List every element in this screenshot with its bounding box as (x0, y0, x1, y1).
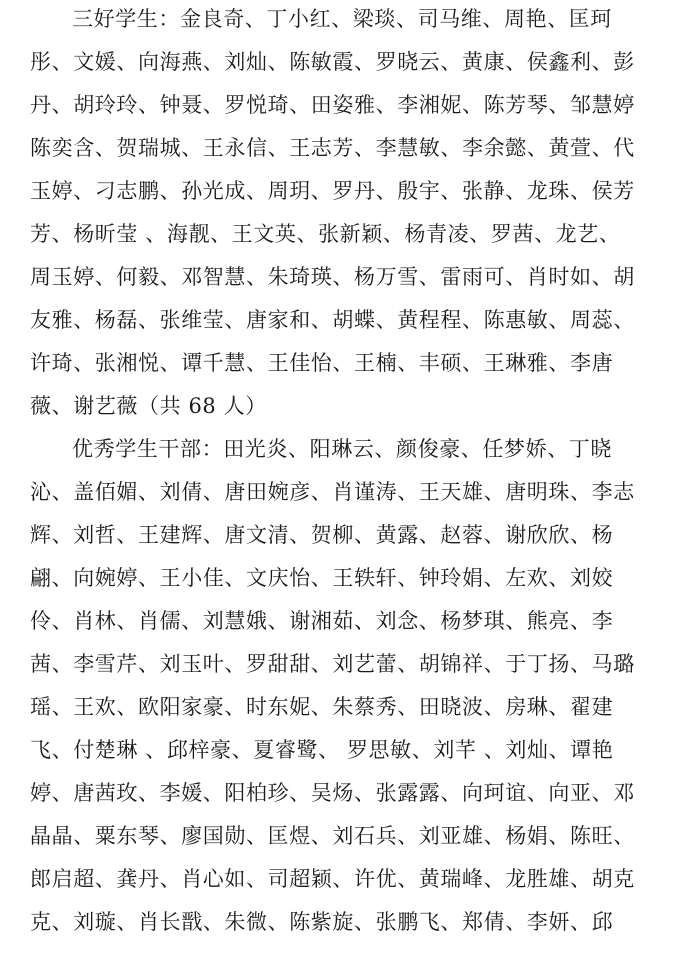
text-line: 丹、胡玲玲、钟聂、罗悦琦、田姿雅、李湘妮、陈芳琴、邹慧婷 (30, 93, 635, 117)
text-line: 郎启超、龚丹、肖心如、司超颖、许优、黄瑞峰、龙胜雄、胡克 (30, 867, 635, 891)
text-line: 彤、文媛、向海燕、刘灿、陈敏霞、罗晓云、黄康、侯鑫利、彭 (30, 50, 635, 74)
text-line: 辉、刘哲、王建辉、唐文清、贺柳、黄露、赵蓉、谢欣欣、杨 (30, 523, 614, 547)
text-line: 晶晶、粟东琴、廖国勋、匡煜、刘石兵、刘亚雄、杨娟、陈旺、 (30, 824, 635, 848)
text-line: 婷、唐茜玫、李媛、阳柏珍、吴炀、张露露、向珂谊、向亚、邓 (30, 781, 635, 805)
text-line: 瑶、王欢、欧阳家豪、时东妮、朱蔡秀、田晓波、房琳、翟建 (30, 695, 614, 719)
text-line: 飞、付楚琳 、邱梓豪、夏睿鹭、 罗思敏、刘芊 、刘灿、谭艳 (30, 738, 614, 762)
text-line: 芳、杨昕莹 、海靓、王文英、张新颖、杨青凌、罗茜、龙艺、 (30, 222, 621, 246)
text-line: 伶、肖林、肖儒、刘慧娥、谢湘茹、刘念、杨梦琪、熊亮、李 (30, 609, 614, 633)
text-line: 薇、谢艺薇（共 68 人） (30, 394, 267, 418)
text-line: 友雅、杨磊、张维莹、唐家和、胡蝶、黄程程、陈惠敏、周蕊、 (30, 308, 635, 332)
text-line: 沁、盖佰媚、刘倩、唐田婉彦、肖谨涛、王天雄、唐明珠、李志 (30, 480, 635, 504)
text-line: 翩、向婉婷、王小佳、文庆怡、王轶轩、钟玲娟、左欢、刘姣 (30, 566, 614, 590)
text-line: 克、刘璇、肖长戬、朱微、陈紫旋、张鹏飞、郑倩、李妍、邱 (30, 910, 614, 934)
text-line: 三好学生：金良奇、丁小红、梁琰、司马维、周艳、匡珂 (72, 7, 612, 31)
text-line: 许琦、张湘悦、谭千慧、王佳怡、王楠、丰硕、王琳雅、李唐 (30, 351, 614, 375)
text-line: 周玉婷、何毅、邓智慧、朱琦瑛、杨万雪、雷雨可、肖时如、胡 (30, 265, 635, 289)
text-line: 陈奕含、贺瑞城、王永信、王志芳、李慧敏、李余懿、黄萱、代 (30, 136, 635, 160)
text-line: 玉婷、刁志鹏、孙光成、周玥、罗丹、殷宇、张静、龙珠、侯芳 (30, 179, 635, 203)
text-line: 茜、李雪芹、刘玉叶、罗甜甜、刘艺蕾、胡锦祥、于丁扬、马璐 (30, 652, 635, 676)
text-line: 优秀学生干部：田光炎、阳琳云、颜俊豪、任梦娇、丁晓 (72, 437, 612, 461)
